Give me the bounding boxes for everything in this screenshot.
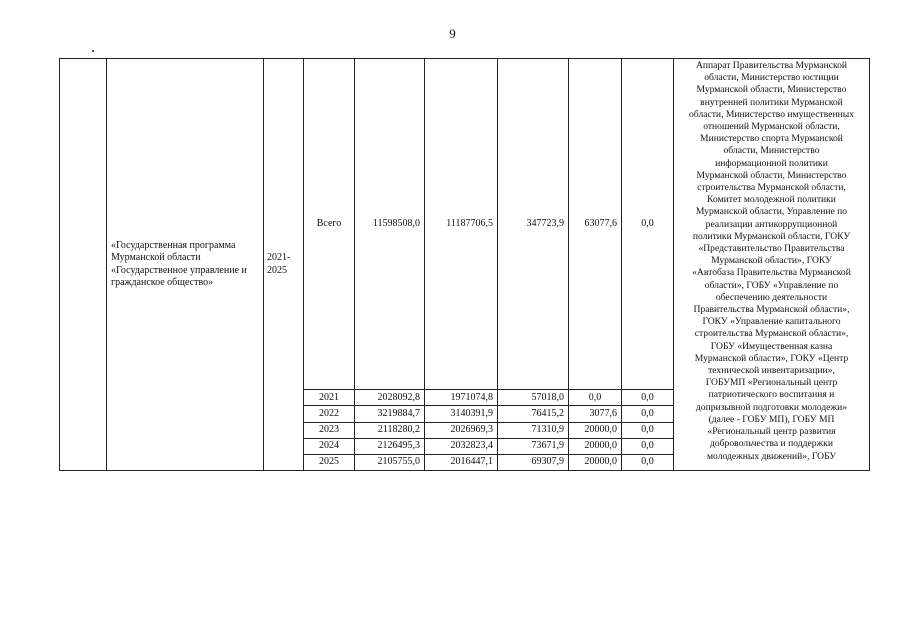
program-title: «Государственная программа Мурманской области «Государственное управление и гражданское общество» [107,59,264,471]
executors-list [677,60,866,470]
page-number: 9 [449,26,456,41]
value-cell: 73671,9 [498,438,569,454]
year-cell: 2024 [304,438,355,454]
executor-line: информационной политики [715,157,828,169]
year-cell: 2023 [304,422,355,438]
value-cell: 3077,6 [569,406,622,422]
total-value-federal: 347723,9 [498,59,569,390]
value-cell: 0,0 [622,454,674,470]
value-cell: 20000,0 [569,422,622,438]
value-cell: 2105755,0 [355,454,425,470]
executor-line: области, Министерство имущественных [689,108,854,120]
value-cell: 0,0 [622,390,674,406]
executor-line: ГОБУ «Имущественная казна [710,340,833,352]
executors-cell [674,59,870,471]
value-cell: 3140391,9 [425,406,498,422]
value-cell: 71310,9 [498,422,569,438]
executor-line: Мурманской области», ГОКУ «Центр [694,352,849,364]
executor-line: области, Министерство [723,145,820,157]
value-cell: 2118280,2 [355,422,425,438]
scan-speck [92,50,94,52]
table-row-total [60,59,870,390]
executor-line: «Автобаза Правительства Мурманской [692,267,851,279]
executor-line: обеспечению деятельности [715,291,828,303]
value-cell: 1971074,8 [425,390,498,406]
executor-line: ГОБУМП «Региональный центр [705,377,838,389]
executor-line: отношений Мурманской области, [703,121,840,133]
total-value-other: 0,0 [622,59,674,390]
executor-line: Мурманской области, Министерство [696,84,847,96]
value-cell: 0,0 [622,422,674,438]
total-value-regional: 11187706,5 [425,59,498,390]
value-cell: 3219884,7 [355,406,425,422]
executor-line: строительства Мурманской области, [697,182,846,194]
program-funding-table [59,58,870,471]
value-cell: 0,0 [622,406,674,422]
value-cell: 20000,0 [569,454,622,470]
executor-line: патриотического воспитания и [708,389,835,401]
value-cell: 20000,0 [569,438,622,454]
executor-line: строительства Мурманской области», [694,328,849,340]
value-cell: 0,0 [569,390,622,406]
executor-line: ГОКУ «Управление капитального [702,316,841,328]
total-value-all: 11598508,0 [355,59,425,390]
value-cell: 2032823,4 [425,438,498,454]
value-cell: 2028092,8 [355,390,425,406]
executor-line: внутренней политики Мурманской [700,96,843,108]
value-cell: 2126495,3 [355,438,425,454]
executor-line: Мурманской области, Министерство [696,169,847,181]
executor-line: области, Министерство юстиции [704,72,839,84]
executor-line: Мурманской области», ГОКУ [711,255,832,267]
executor-line: добровольчества и поддержки [710,438,833,450]
executor-line: Правительства Мурманской области», [693,304,850,316]
value-cell: 76415,2 [498,406,569,422]
value-cell: 2016447,1 [425,454,498,470]
total-value-local: 63077,6 [569,59,622,390]
executor-line: (далее - ГОБУ МП), ГОБУ МП [708,413,835,425]
value-cell: 69307,9 [498,454,569,470]
value-cell: 57018,0 [498,390,569,406]
executor-line: области», ГОБУ «Управление по [704,279,839,291]
executor-line: «Региональный центр развития [707,426,836,438]
year-cell: 2022 [304,406,355,422]
total-label: Всего [304,59,355,390]
executor-line: «Представительство Правительства [698,243,845,255]
executor-line: реализации антикоррупционной [705,218,838,230]
year-cell: 2021 [304,390,355,406]
value-cell: 2026969,3 [425,422,498,438]
value-cell: 0,0 [622,438,674,454]
executor-line: Мурманской области, Управление по [695,206,848,218]
executor-line: допризывной подготовки молодежи» [695,401,848,413]
executor-line: Комитет молодежной политики [707,194,836,206]
executor-line: политики Мурманской области, ГОКУ [692,230,851,242]
executor-line: молодежных движений», ГОБУ [706,450,837,462]
index-cell [60,59,107,471]
executor-line: Аппарат Правительства Мурманской [695,60,848,71]
executor-line: технической инвентаризации», [708,365,835,377]
program-period: 2021-2025 [264,59,304,471]
executor-line: Министерство спорта Мурманской [700,133,843,145]
year-cell: 2025 [304,454,355,470]
